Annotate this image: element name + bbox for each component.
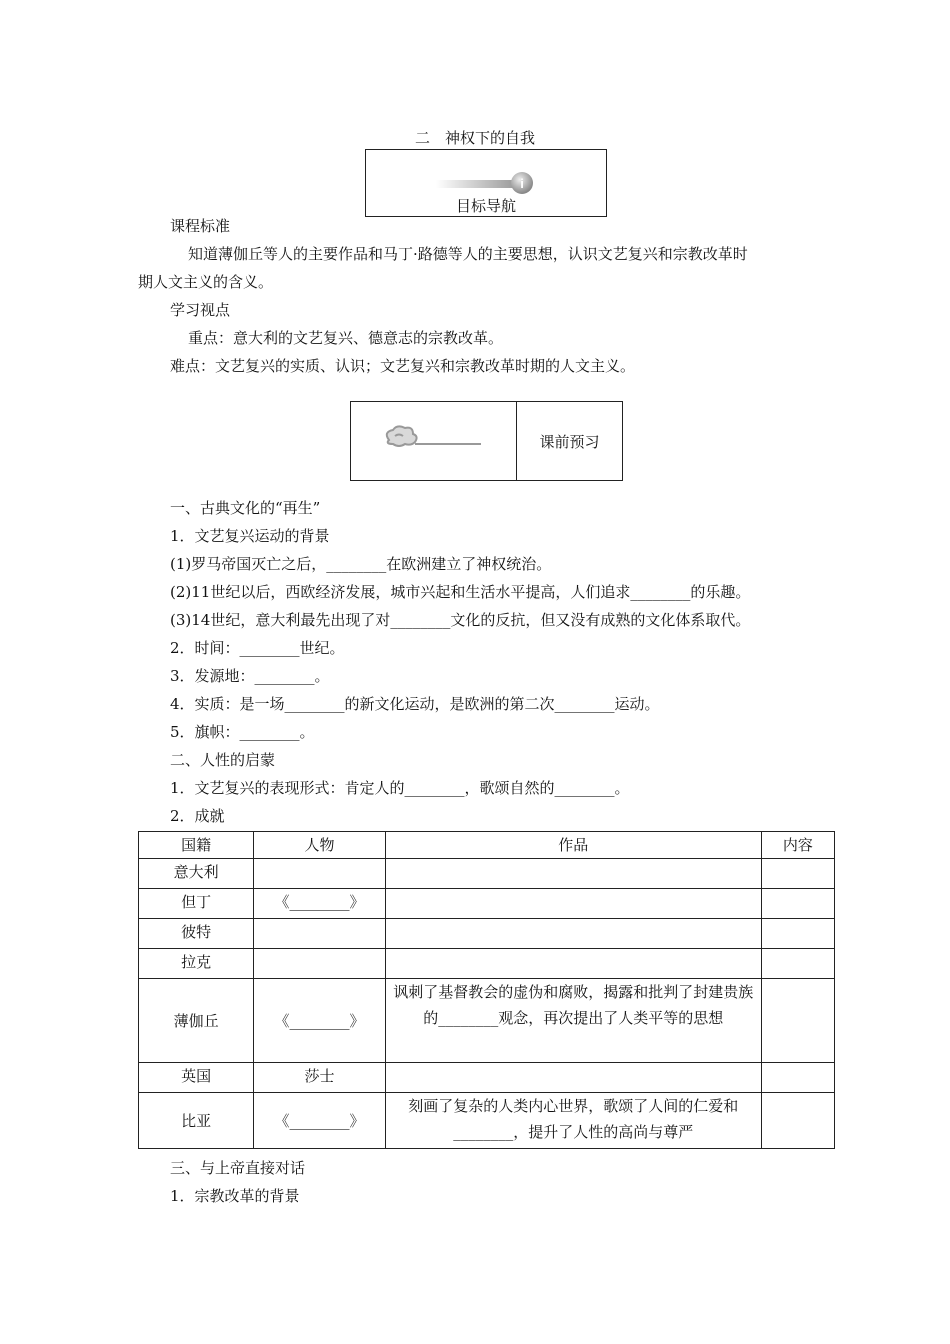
- text-line: 期人文主义的含义。: [138, 273, 274, 291]
- table-row: [139, 1063, 835, 1093]
- table-row: [139, 949, 835, 979]
- preview-box: [350, 401, 623, 481]
- text-line: 重点：意大利的文艺复兴、德意志的宗教改革。: [188, 329, 504, 347]
- cell-works: [385, 949, 761, 979]
- cell-content: [761, 889, 834, 919]
- text-line: 2．时间：________世纪。: [170, 639, 345, 657]
- text-line: (1)罗马帝国灭亡之后，________在欧洲建立了神权统治。: [170, 555, 552, 573]
- cloud-scroll-icon: [379, 422, 489, 456]
- table-row: [139, 859, 835, 889]
- cell-person: [254, 919, 385, 949]
- text-line: 一、古典文化的“再生”: [170, 499, 321, 517]
- header-content: 内容: [761, 832, 834, 859]
- preview-label: 课前预习: [539, 432, 600, 451]
- header-nationality: 国籍: [139, 832, 254, 859]
- cell-nationality: 彼特: [139, 919, 254, 949]
- svg-text:i: i: [520, 176, 524, 191]
- achievements-table: [138, 831, 835, 1149]
- text-line: 4．实质：是一场________的新文化运动，是欧洲的第二次________运动。: [170, 695, 660, 713]
- text-line: 5．旗帜：________。: [170, 723, 315, 741]
- cell-works: [385, 1063, 761, 1093]
- text-line: 1．宗教改革的背景: [170, 1187, 300, 1205]
- text-line: 1．文艺复兴运动的背景: [170, 527, 330, 545]
- cell-nationality: 意大利: [139, 859, 254, 889]
- cell-nationality: 比亚: [139, 1093, 254, 1149]
- target-navigation-box: [365, 149, 607, 217]
- header-person: 人物: [254, 832, 385, 859]
- cell-person: 《________》: [254, 889, 385, 919]
- cell-works: [385, 859, 761, 889]
- text-line: 1．文艺复兴的表现形式：肯定人的________，歌颂自然的________。: [170, 779, 630, 797]
- table-row: [139, 919, 835, 949]
- cell-person: [254, 949, 385, 979]
- cell-content: [761, 919, 834, 949]
- cell-works: [385, 919, 761, 949]
- cell-person: 莎士: [254, 1063, 385, 1093]
- cell-content: [761, 949, 834, 979]
- page-title: 二 神权下的自我: [414, 129, 535, 147]
- cell-nationality: 但丁: [139, 889, 254, 919]
- cell-person: 《________》: [254, 1093, 385, 1149]
- cell-person: [254, 859, 385, 889]
- text-line: 知道薄伽丘等人的主要作品和马丁·路德等人的主要思想，认识文艺复兴和宗教改革时: [188, 245, 748, 263]
- cell-content: [761, 1063, 834, 1093]
- text-line: 三、与上帝直接对话: [170, 1159, 306, 1177]
- text-line: 二、人性的启蒙: [170, 751, 276, 769]
- table-row: [139, 979, 835, 1063]
- table-row: [139, 889, 835, 919]
- cell-nationality: 薄伽丘: [139, 979, 254, 1063]
- table-row: [139, 1093, 835, 1149]
- cell-content: [761, 979, 834, 1063]
- text-line: (3)14世纪，意大利最先出现了对________文化的反抗，但又没有成熟的文化体系取代。: [170, 611, 751, 629]
- text-line: 难点：文艺复兴的实质、认识；文艺复兴和宗教改革时期的人文主义。: [170, 357, 636, 375]
- cell-content: [761, 859, 834, 889]
- target-navigation-label: 目标导航: [455, 197, 516, 215]
- text-line: 3．发源地：________。: [170, 667, 330, 685]
- text-line: 学习视点: [170, 301, 231, 319]
- cell-works: 刻画了复杂的人类内心世界，歌颂了人间的仁爱和________，提升了人性的高尚与尊严: [385, 1093, 761, 1149]
- text-line: 2．成就: [170, 807, 225, 825]
- cell-nationality: 英国: [139, 1063, 254, 1093]
- cell-nationality: 拉克: [139, 949, 254, 979]
- text-line: (2)11世纪以后，西欧经济发展，城市兴起和生活水平提高，人们追求________的乐趣。: [170, 583, 751, 601]
- cell-person: 《________》: [254, 979, 385, 1063]
- info-slider-icon: [436, 170, 536, 196]
- cell-works: 讽刺了基督教会的虚伪和腐败，揭露和批判了封建贵族的________观念，再次提出了人类平等的思想: [385, 979, 761, 1063]
- header-works: 作品: [385, 832, 761, 859]
- cell-content: [761, 1093, 834, 1149]
- table-header-row: [139, 832, 835, 859]
- text-line: 课程标准: [170, 217, 231, 235]
- cell-works: [385, 889, 761, 919]
